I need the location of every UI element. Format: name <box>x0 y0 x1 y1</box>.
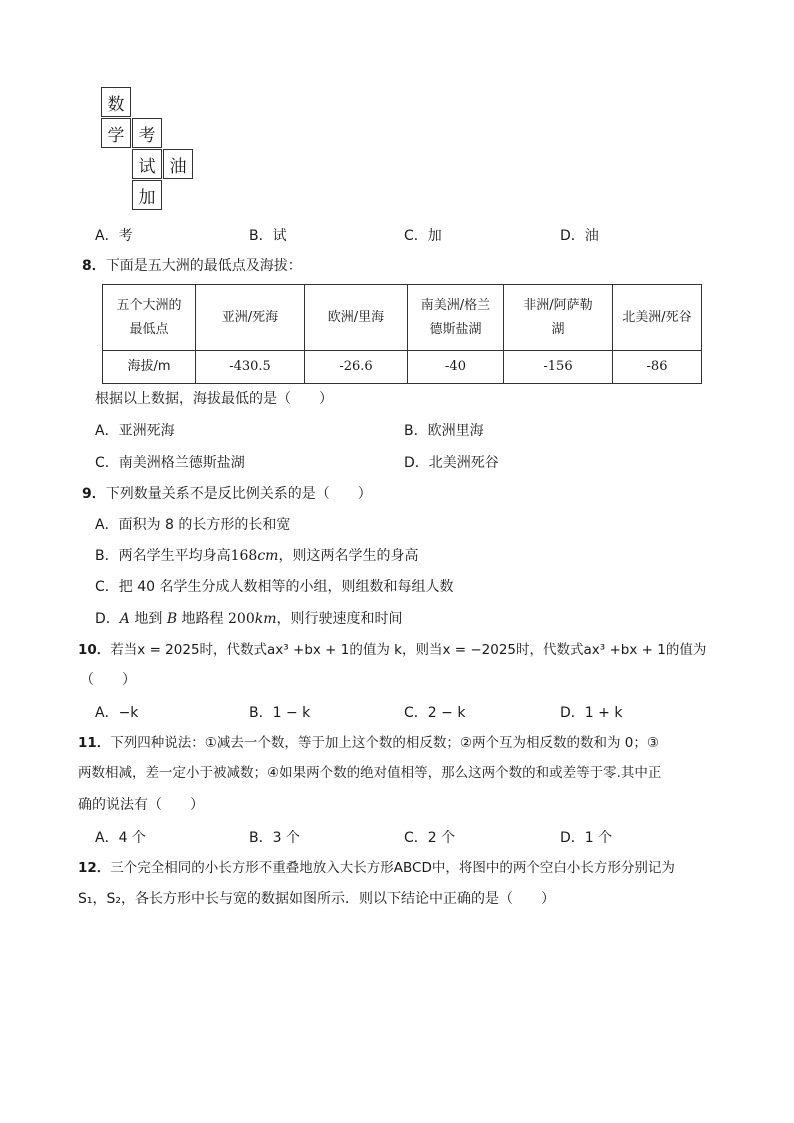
table-header-row <box>103 285 702 351</box>
q11-stem-line3: 确的说法有（ ） <box>78 797 204 813</box>
q12-number: 12． <box>78 860 111 876</box>
header-cell <box>504 285 613 351</box>
q11-option-d: D．1 个 <box>560 830 613 846</box>
header-cell: 欧洲/里海 <box>305 285 408 351</box>
q12-text-line1: 三个完全相同的小长方形不重叠地放入大长方形ABCD中，将图中的两个空白小长方形分别记为 <box>110 860 675 876</box>
q8-option-d: D．北美洲死谷 <box>404 455 499 471</box>
q11-option-b: B．3 个 <box>249 830 300 846</box>
header-line: 湖 <box>551 321 565 337</box>
q8-option-c: C．南美洲格兰德斯盐湖 <box>95 455 245 471</box>
q8-option-a: A．亚洲死海 <box>95 423 175 439</box>
q9-text: 下列数量关系不是反比例关系的是（ ） <box>105 486 372 502</box>
q10-text: 若当x = 2025时，代数式ax³ +bx + 1的值为 k，则当x = −2025时，代数式ax³ +bx + 1的值为 <box>110 642 707 658</box>
header-cell: 北美洲/死谷 <box>613 285 702 351</box>
q9-option-a: A．面积为 8 的长方形的长和宽 <box>95 517 291 533</box>
q11-option-c: C．2 个 <box>404 830 456 846</box>
q10-option-c: C．2 − k <box>404 705 466 721</box>
q12-stem-line1 <box>78 862 675 876</box>
q8-question: 根据以上数据，海拔最低的是（ ） <box>95 391 333 407</box>
q10-stem-line1 <box>78 644 706 658</box>
table-cell: -430.5 <box>196 351 305 384</box>
q8-stem <box>82 259 302 273</box>
header-cell <box>103 285 196 351</box>
table-cell: -40 <box>408 351 504 384</box>
q9-option-d-pre: D． <box>95 611 120 627</box>
row-label: 海拔/m <box>103 351 196 384</box>
table-cell: -26.6 <box>305 351 408 384</box>
q9-option-d-mid: 地到 <box>129 611 167 627</box>
q11-text-line1: 下列四种说法：①减去一个数，等于加上这个数的相反数；②两个互为相反数的数和为 0；③ <box>110 735 659 751</box>
header-cell <box>408 285 504 351</box>
q9-option-d-b: B <box>166 611 178 627</box>
q9-option-c: C．把 40 名学生分成人数相等的小组，则组数和每组人数 <box>95 579 454 595</box>
q10-stem-line2: （ ） <box>80 672 136 688</box>
q9-option-b-post: ，则这两名学生的身高 <box>278 548 419 564</box>
header-cell: 亚洲/死海 <box>196 285 305 351</box>
q11-stem-line2: 两数相减，差一定小于被减数；④如果两个数的绝对值相等，那么这两个数的和或差等于零.其中正 <box>78 765 662 781</box>
q9-option-d-a: A <box>119 611 130 627</box>
q7-option-d: D．油 <box>560 228 599 244</box>
table-row <box>103 351 702 384</box>
q8-number: 8． <box>82 258 106 274</box>
q11-number: 11． <box>78 735 111 751</box>
altitude-table <box>102 284 702 384</box>
q9-option-d-mid2: 地路程 <box>177 611 229 627</box>
q11-option-a: A．4 个 <box>95 830 146 846</box>
header-line: 非洲/阿萨勒 <box>523 297 593 313</box>
q10-option-d: D．1 + k <box>560 705 623 721</box>
header-line: 最低点 <box>129 321 169 337</box>
q9-number: 9． <box>82 486 106 502</box>
q9-option-d-value: 200 <box>228 611 255 627</box>
header-line: 南美洲/格兰 <box>420 297 491 313</box>
q8-text: 下面是五大洲的最低点及海拔： <box>105 258 302 274</box>
net-cell-you: 油 <box>163 149 193 179</box>
table-cell: -156 <box>504 351 613 384</box>
q9-option-d-post: ，则行驶速度和时间 <box>276 611 403 627</box>
net-cell-xue: 学 <box>101 118 131 148</box>
q11-stem-line1 <box>78 737 659 751</box>
q10-number: 10． <box>78 642 111 658</box>
q7-option-c: C．加 <box>404 228 442 244</box>
q9-option-b <box>95 549 418 563</box>
header-line: 五个大洲的 <box>116 297 182 313</box>
header-line: 德斯盐湖 <box>429 321 482 337</box>
net-cell-kao: 考 <box>132 118 162 148</box>
q9-option-b-value: 168 <box>230 548 258 564</box>
table-cell: -86 <box>613 351 702 384</box>
net-cell-jia: 加 <box>132 180 162 210</box>
q9-option-b-pre: B．两名学生平均身高 <box>95 548 231 564</box>
q7-option-a: A．考 <box>95 228 133 244</box>
net-cell-shi: 试 <box>132 149 162 179</box>
q9-stem <box>82 487 372 501</box>
q9-option-d <box>95 612 403 626</box>
q9-option-b-unit: cm <box>257 548 279 564</box>
net-cell-shu: 数 <box>101 87 131 117</box>
q10-option-b: B．1 − k <box>249 705 311 721</box>
q12-stem-line2: S₁，S₂，各长方形中长与宽的数据如图所示．则以下结论中正确的是（ ） <box>78 891 555 907</box>
q10-option-a: A．−k <box>95 705 139 721</box>
q7-option-b: B．试 <box>249 228 287 244</box>
q9-option-d-unit: km <box>254 611 277 627</box>
q8-option-b: B．欧洲里海 <box>404 423 484 439</box>
